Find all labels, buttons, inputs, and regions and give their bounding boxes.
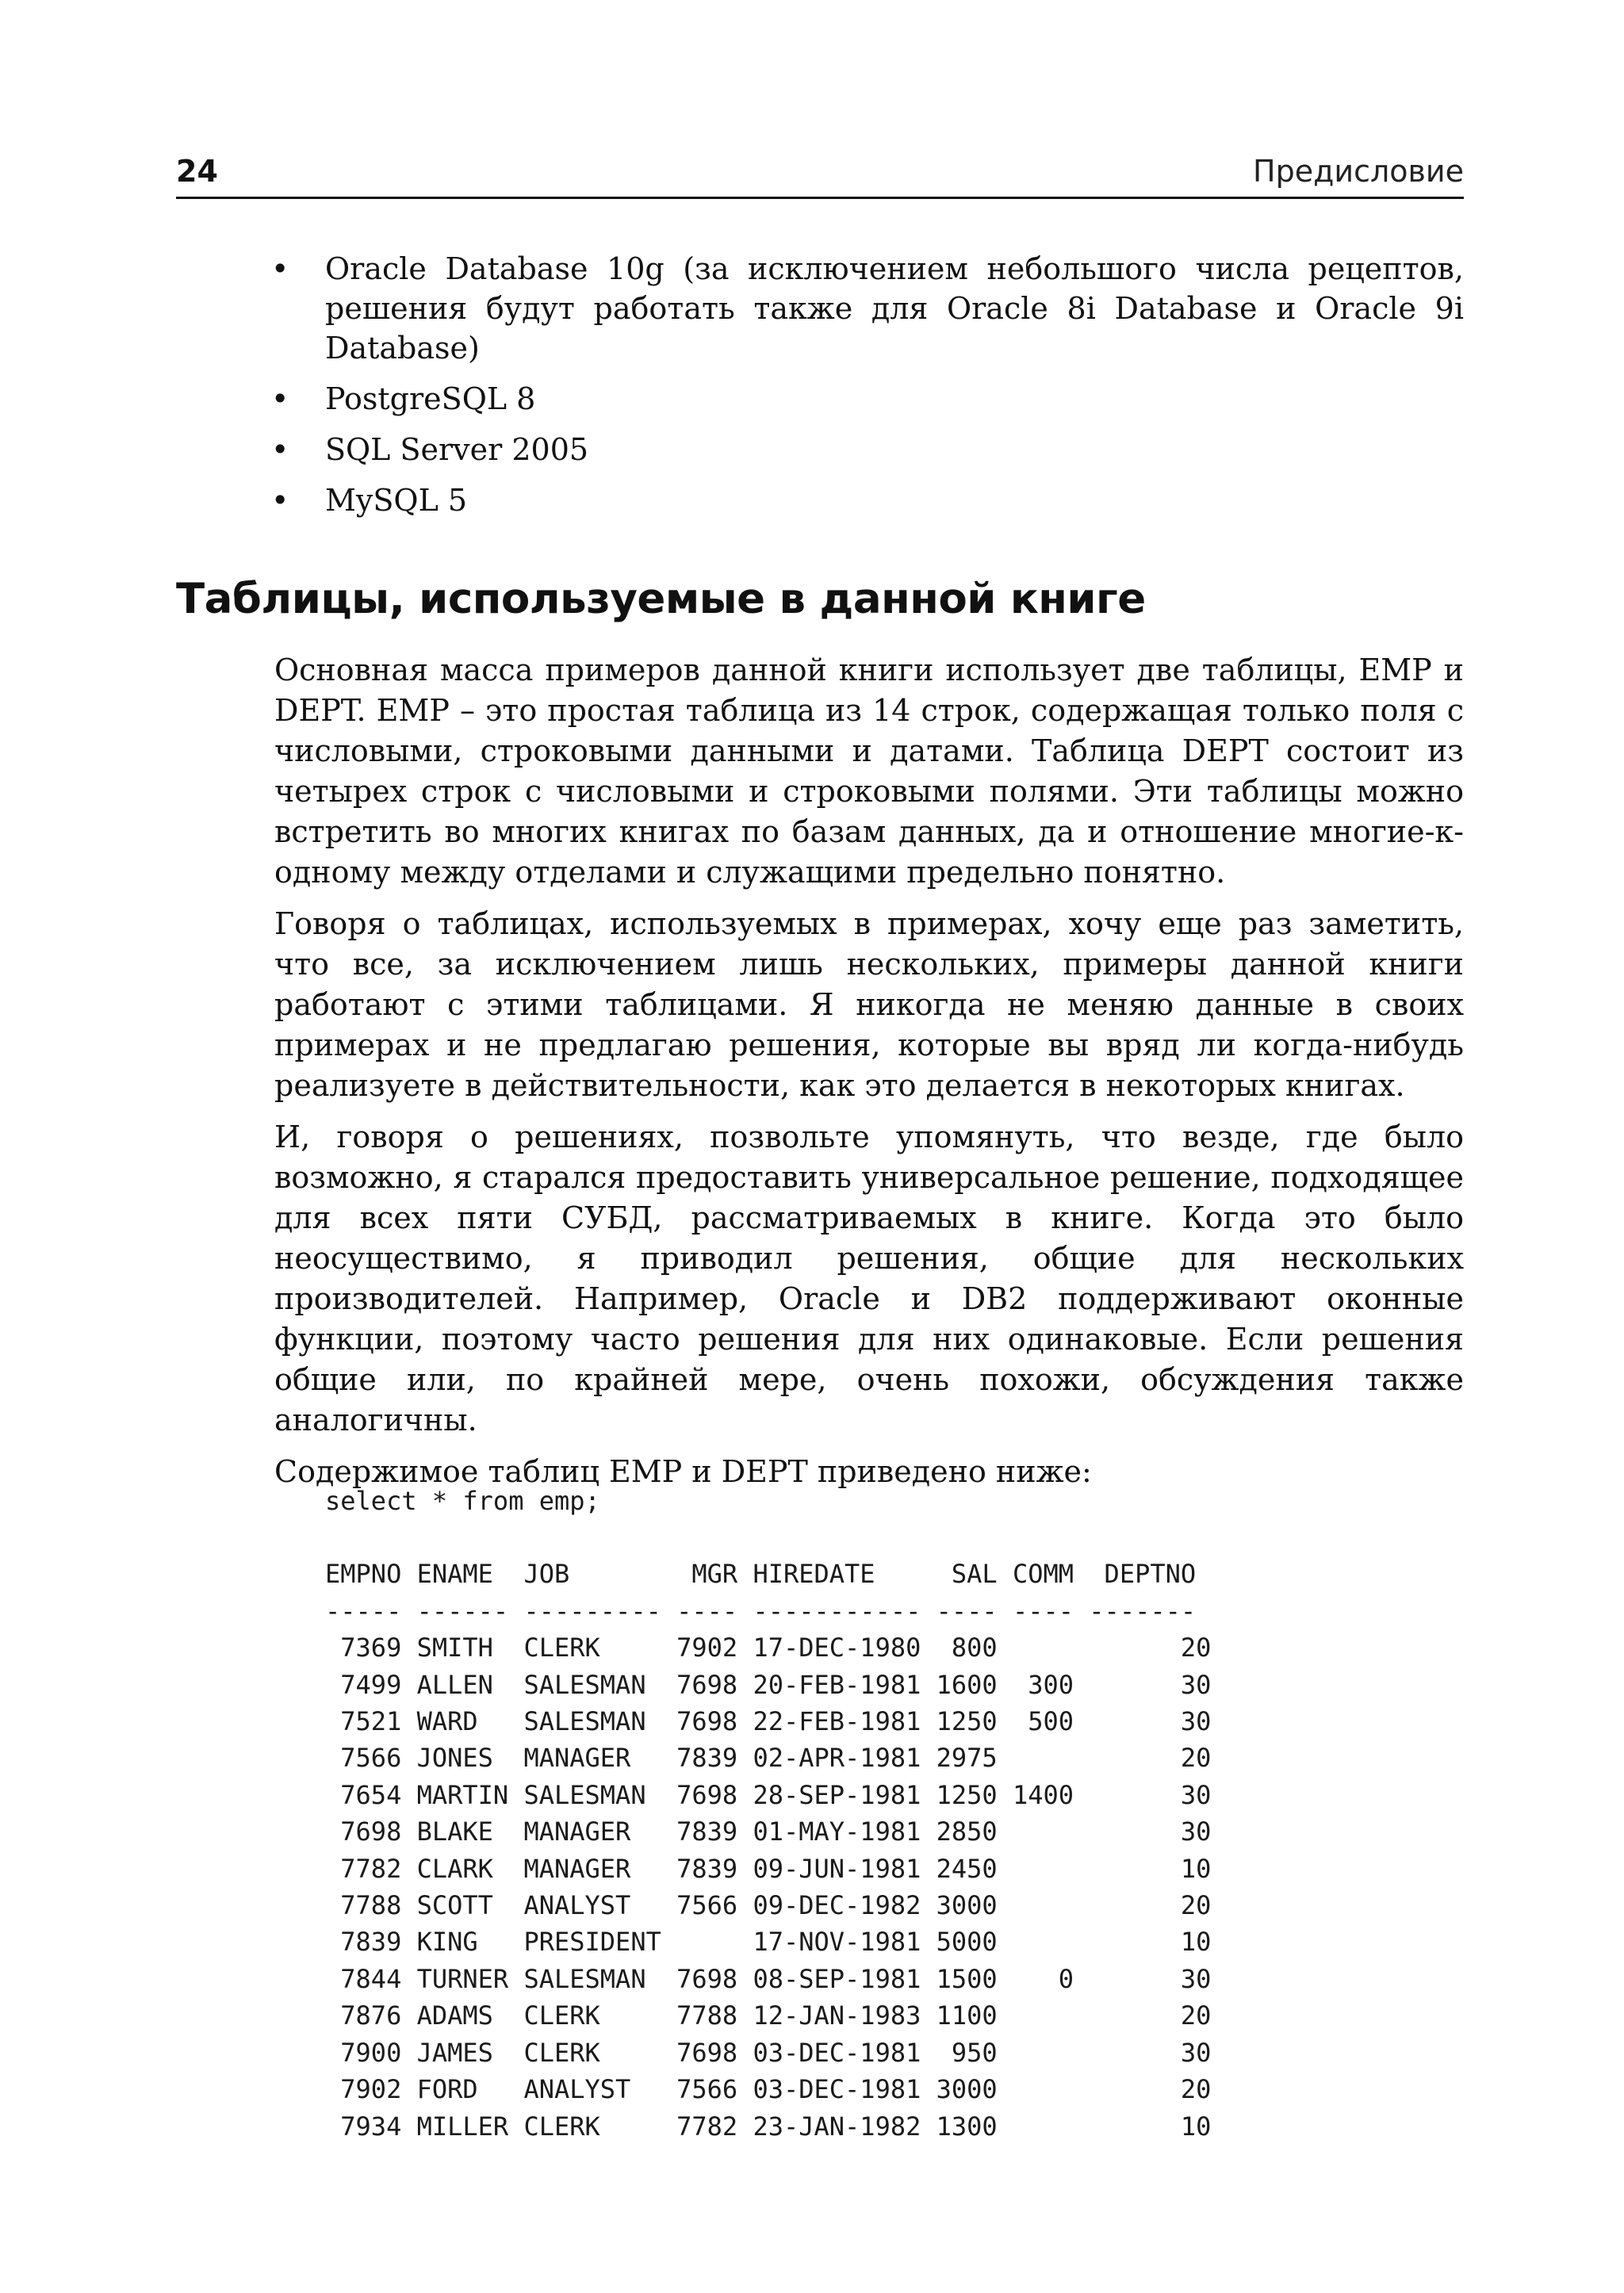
- bullet-icon: •: [271, 483, 289, 518]
- list-item: [270, 249, 1464, 368]
- paragraph: Содержимое таблиц EMP и DEPT приведено ниже:: [274, 1454, 1092, 1489]
- page-number: 24: [176, 154, 218, 189]
- table-row: 7654 MARTIN SALESMAN 7698 28-SEP-1981 1250 1400 30: [325, 1779, 1212, 1810]
- table-row: 7499 ALLEN SALESMAN 7698 20-FEB-1981 1600 300 30: [325, 1669, 1212, 1700]
- list-item: [270, 430, 1464, 469]
- table-row: 7788 SCOTT ANALYST 7566 09-DEC-1982 3000 20: [325, 1890, 1212, 1921]
- table-row: 7698 BLAKE MANAGER 7839 01-MAY-1981 2850 30: [325, 1816, 1212, 1847]
- paragraph: И, говоря о решениях, позвольте упомянуть, что везде, где было возможно, я старался предоставить универсальное решение, подходящее для всех пяти СУБД, рассматриваемых в книге. Когда это было неосуществимо, я приводил решения, общие для нескольких производителей. Например, Oracle и DB2 поддерживают оконные функции, поэтому часто решения для них одинаковые. Если решения общие или, по крайней мере, очень похожи, обсуждения также аналогичны.: [274, 1120, 1464, 1437]
- list-item-text: MySQL 5: [325, 483, 468, 518]
- section-title: Таблицы, используемые в данной книге: [176, 575, 1146, 623]
- list-item-text: Oracle Database 10g (за исключением небольшого числа рецептов, решения будут работать также для Oracle 8i Database и Oracle 9i Database): [325, 251, 1464, 366]
- dbms-version-list: [270, 249, 1464, 531]
- bullet-icon: •: [271, 251, 289, 286]
- bullet-icon: •: [271, 381, 289, 416]
- table-row: 7521 WARD SALESMAN 7698 22-FEB-1981 1250 500 30: [325, 1706, 1212, 1737]
- table-row: 7782 CLARK MANAGER 7839 09-JUN-1981 2450 10: [325, 1853, 1212, 1884]
- header-rule: [176, 197, 1464, 199]
- section-body: [274, 650, 1464, 1503]
- running-head: Предисловие: [1253, 154, 1464, 189]
- code-listing: [325, 1483, 1211, 2145]
- table-separator: ----- ------ --------- ---- ----------- ---- ---- -------: [325, 1595, 1197, 1626]
- list-item: [270, 480, 1464, 520]
- table-header-row: EMPNO ENAME JOB MGR HIREDATE SAL COMM DEPTNO: [325, 1559, 1197, 1590]
- list-item-text: PostgreSQL 8: [325, 381, 536, 416]
- table-row: 7876 ADAMS CLERK 7788 12-JAN-1983 1100 20: [325, 2000, 1212, 2031]
- table-row: 7902 FORD ANALYST 7566 03-DEC-1981 3000 20: [325, 2074, 1212, 2105]
- list-item-text: SQL Server 2005: [325, 432, 589, 467]
- paragraph: Основная масса примеров данной книги использует две таблицы, EMP и DEPT. EMP – это простая таблица из 14 строк, содержащая только поля с числовыми, строковыми данными и датами. Таблица DEPT состоит из четырех строк с числовыми и строковыми полями. Эти таблицы можно встретить во многих книгах по базам данных, да и отношение многие-к-одному между отделами и служащими предельно понятно.: [274, 653, 1464, 890]
- table-row: 7844 TURNER SALESMAN 7698 08-SEP-1981 1500 0 30: [325, 1963, 1212, 1994]
- bullet-icon: •: [271, 432, 289, 467]
- list-item: [270, 379, 1464, 419]
- paragraph: Говоря о таблицах, используемых в примерах, хочу еще раз заметить, что все, за исключением лишь нескольких, примеры данной книги работают с этими таблицами. Я никогда не меняю данные в своих примерах и не предлагаю решения, которые вы вряд ли когда-нибудь реализуете в действительности, как это делается в некоторых книгах.: [274, 906, 1464, 1103]
- table-row: 7839 KING PRESIDENT 17-NOV-1981 5000 10: [325, 1927, 1212, 1958]
- table-row: 7566 JONES MANAGER 7839 02-APR-1981 2975 20: [325, 1743, 1212, 1774]
- page-header: [176, 149, 1464, 197]
- table-row: 7900 JAMES CLERK 7698 03-DEC-1981 950 30: [325, 2037, 1212, 2068]
- table-row: 7369 SMITH CLERK 7902 17-DEC-1980 800 20: [325, 1633, 1212, 1663]
- sql-query: select * from emp;: [325, 1486, 600, 1516]
- table-row: 7934 MILLER CLERK 7782 23-JAN-1982 1300 10: [325, 2111, 1212, 2142]
